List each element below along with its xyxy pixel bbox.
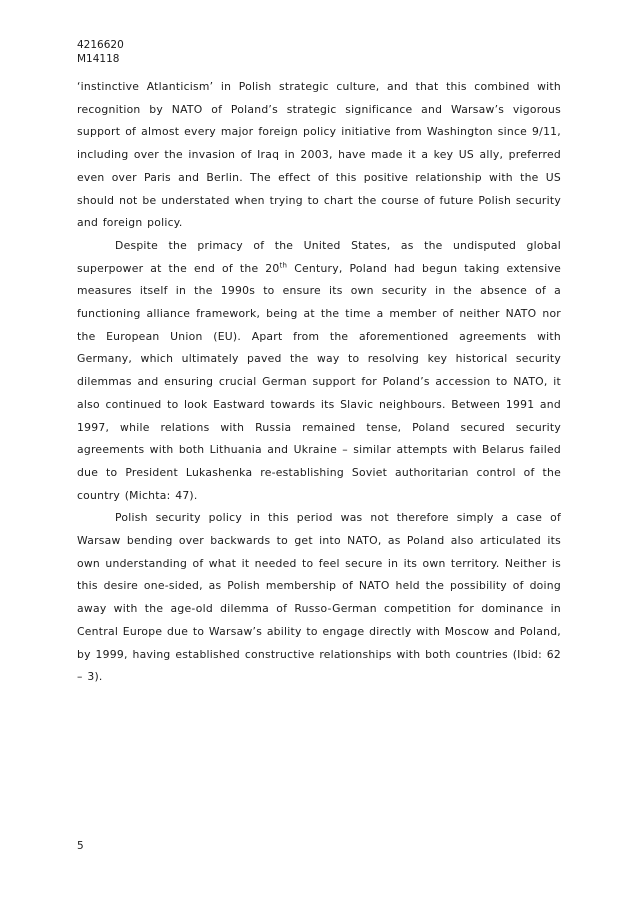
paragraph-2 bbox=[77, 235, 561, 507]
ordinal-superscript: th bbox=[279, 261, 288, 270]
paragraph-1: ‘instinctive Atlanticism’ in Polish strategic culture, and that this combined with recognition by NATO of Poland’s strategic significance and Warsaw’s vigorous support of almost every major foreign policy initiative from Washington since 9/11, including over the invasion of Iraq in 2003, have made it a key US ally, preferred even over Paris and Berlin. The effect of this positive relationship with the US should not be understated when trying to chart the course of future Polish security and foreign policy. bbox=[77, 80, 561, 230]
paragraph-3: Polish security policy in this period was not therefore simply a case of Warsaw bending over backwards to get into NATO, as Poland also articulated its own understanding of what it needed to feel secure in its own territory. Neither is this desire one-sided, as Polish membership of NATO held the possibility of doing away with the age-old dilemma of Russo-German competition for dominance in Central Europe due to Warsaw’s ability to engage directly with Moscow and Poland, by 1999, having established constructive relationships with both countries (Ibid: 62 – 3). bbox=[77, 511, 561, 684]
student-id: 4216620 bbox=[77, 39, 124, 51]
paragraph-2-rest: Century, Poland had begun taking extensive measures itself in the 1990s to ensure its own security in the absence of a functioning alliance framework, being at the time a member of neither NATO nor the European Union (EU). Apart from the aforementioned agreements with Germany, which ultimately paved the way to resolving key historical security dilemmas and ensuring crucial German support for Poland’s accession to NATO, it also continued to look Eastward towards its Slavic neighbours. Between 1991 and 1997, while relations with Russia remained tense, Poland secured security agreements with both Lithuania and Ukraine – similar attempts with Belarus failed due to President Lukashenka re-establishing Soviet authoritarian control of the country (Michta: 47). bbox=[77, 261, 561, 502]
page-header bbox=[77, 38, 124, 66]
body-text bbox=[77, 76, 561, 689]
page-number: 5 bbox=[77, 840, 84, 852]
paragraph-2-start: Despite the primacy of the United States, as the undisputed global superpower at the end of the 20 bbox=[77, 238, 561, 275]
module-code: M14118 bbox=[77, 53, 120, 65]
